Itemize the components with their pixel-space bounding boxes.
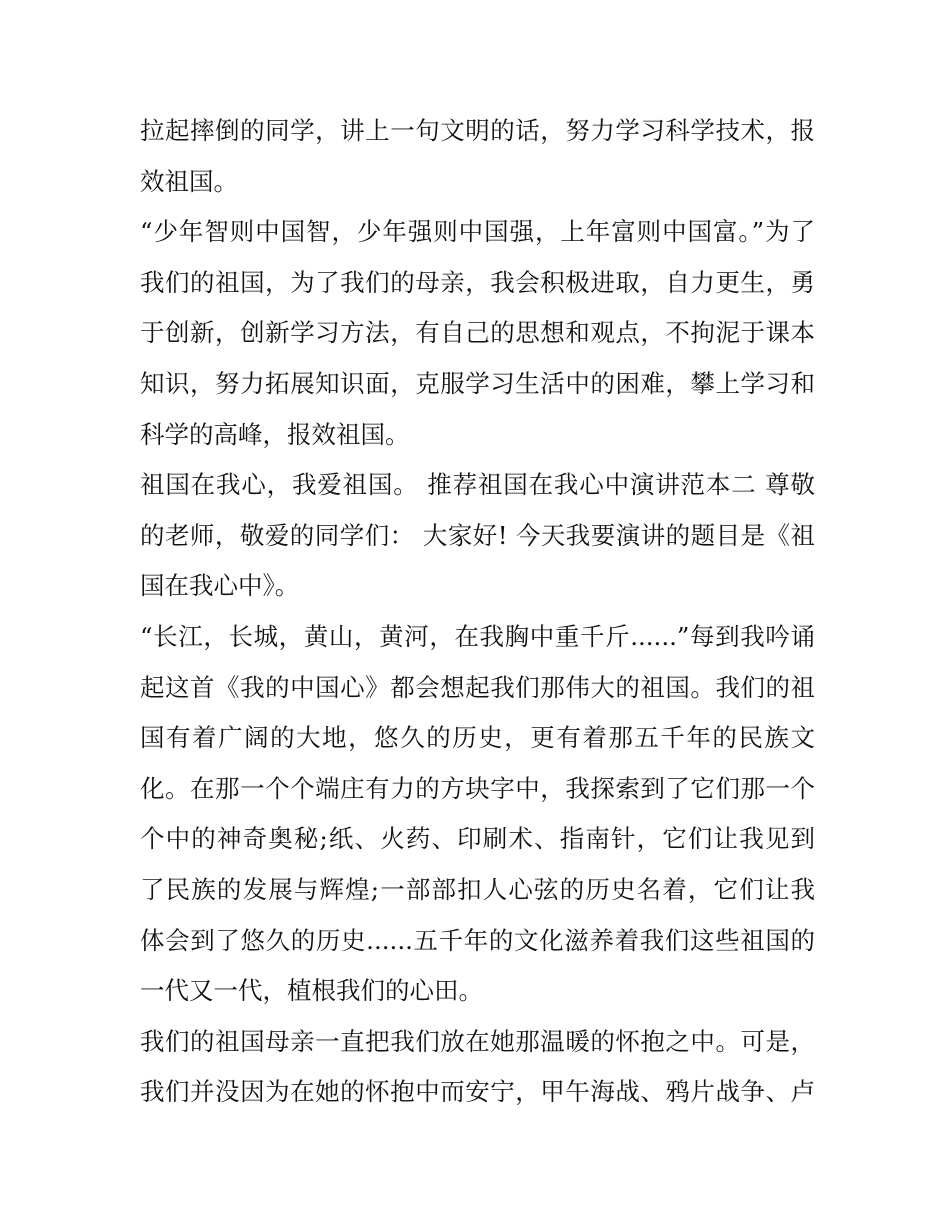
text-line-12: 起这首《我的中国心》都会想起我们那伟大的祖国。我们的祖 <box>140 672 815 702</box>
text-line-11: “长江，长城，黄山，黄河，在我胸中重千斤......”每到我吟诵 <box>140 621 815 651</box>
text-line-16: 了民族的发展与辉煌;一部部扣人心弦的历史名着，它们让我 <box>140 874 815 904</box>
text-line-4: 我们的祖国，为了我们的母亲，我会积极进取，自力更生，勇 <box>140 267 815 297</box>
text-line-5: 于创新，创新学习方法，有自己的思想和观点，不拘泥于课本 <box>140 318 815 348</box>
text-line-13: 国有着广阔的大地，悠久的历史，更有着那五千年的民族文 <box>140 723 815 753</box>
text-line-3: “少年智则中国智，少年强则中国强，上年富则中国富。”为了 <box>140 217 815 247</box>
text-line-1: 拉起摔倒的同学，讲上一句文明的话，努力学习科学技术，报 <box>140 116 815 145</box>
text-line-7: 科学的高峰，报效祖国。 <box>140 419 410 449</box>
text-line-17: 体会到了悠久的历史......五千年的文化滋养着我们这些祖国的 <box>140 925 815 955</box>
text-line-18: 一代又一代，植根我们的心田。 <box>140 976 483 1006</box>
text-line-9: 的老师，敬爱的同学们： 大家好! 今天我要演讲的题目是《祖 <box>140 520 815 550</box>
text-line-6: 知识，努力拓展知识面，克服学习生活中的困难，攀上学习和 <box>140 368 815 398</box>
text-line-15: 个中的神奇奥秘;纸、火药、印刷术、指南针，它们让我见到 <box>140 824 815 854</box>
text-line-2: 效祖国。 <box>140 166 238 196</box>
text-line-19: 我们的祖国母亲一直把我们放在她那温暖的怀抱之中。可是， <box>140 1026 815 1056</box>
document-body <box>140 106 815 1118</box>
text-line-10: 国在我心中》。 <box>140 571 300 601</box>
text-line-14: 化。在那一个个端庄有力的方块字中，我探索到了它们那一个 <box>140 773 815 803</box>
text-line-8: 祖国在我心，我爱祖国。 推荐祖国在我心中演讲范本二 尊敬 <box>140 470 815 500</box>
text-line-20: 我们并没因为在她的怀抱中而安宁，甲午海战、鸦片战争、卢 <box>140 1077 815 1107</box>
